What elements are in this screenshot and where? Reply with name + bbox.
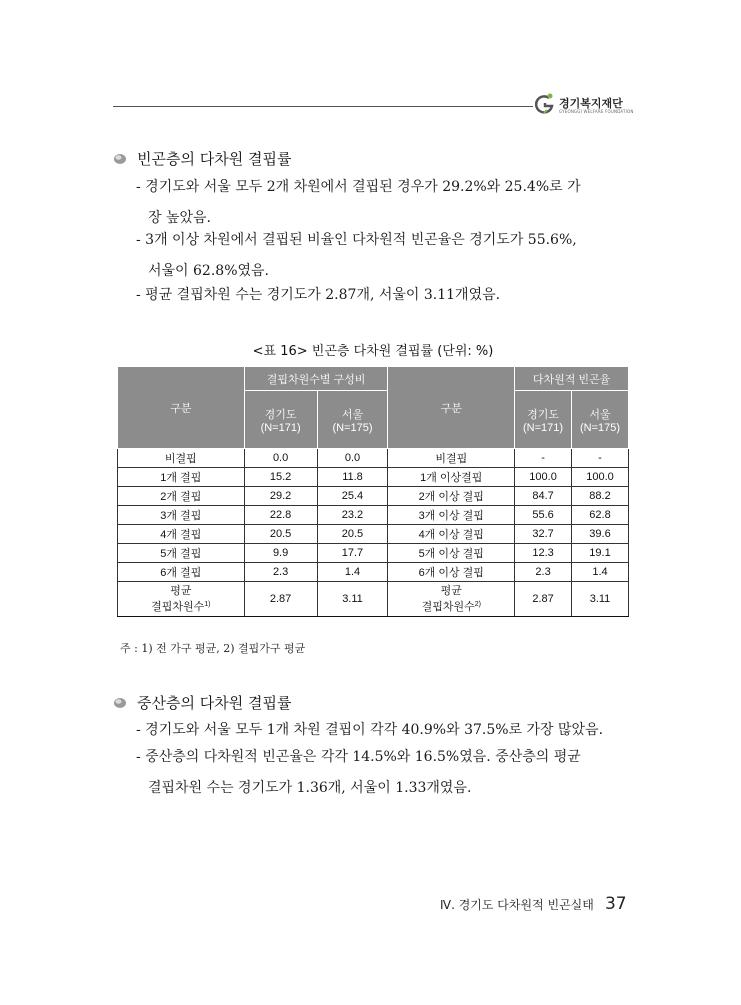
logo-subtitle: GYEONGGI WELFARE FOUNDATION [559, 109, 634, 114]
table-cell: 6개 결핍 [118, 563, 245, 582]
table-cell: 2.87 [515, 582, 572, 617]
table-cell: 2.3 [244, 563, 317, 582]
table-cell: 1개 이상결핍 [388, 468, 515, 487]
bullet-icon [113, 695, 127, 709]
header-rule [113, 106, 533, 107]
table-cell: 32.7 [515, 525, 572, 544]
group-header-poverty-rate: 다차원적 빈곤율 [515, 367, 629, 391]
chapter-title: Ⅳ. 경기도 다차원적 빈곤실태 [440, 898, 594, 912]
table-row [118, 544, 629, 563]
col-header-gg-2: 경기도 (N=171) [515, 391, 572, 449]
table-cell: 3.11 [317, 582, 388, 617]
table-cell: 29.2 [244, 487, 317, 506]
bullet-text: - 평균 결핍차원 수는 경기도가 2.87개, 서울이 3.11개였음. [136, 287, 501, 303]
table-cell: - [515, 449, 572, 468]
bullet-text-cont: 결핍차원 수는 경기도가 1.36개, 서울이 1.33개였음. [148, 780, 472, 796]
section1-heading [113, 148, 291, 169]
logo-name: 경기복지재단 [559, 97, 623, 110]
table-cell: 평균 결핍차원수$^{1)}$ [118, 582, 245, 617]
table-cell: 17.7 [317, 544, 388, 563]
section2-bullet-2 [136, 742, 632, 804]
table-cell: 2개 결핍 [118, 487, 245, 506]
table-cell: 2개 이상 결핍 [388, 487, 515, 506]
table-cell: 2.3 [515, 563, 572, 582]
table-cell: 23.2 [317, 506, 388, 525]
table-cell: 20.5 [317, 525, 388, 544]
col-header-seoul-1: 서울 (N=175) [317, 391, 388, 449]
table-row [118, 563, 629, 582]
table-cell: 12.3 [515, 544, 572, 563]
bullet-text: - 경기도와 서울 모두 1개 차원 결핍이 각각 40.9%와 37.5%로 가장 많았음. [136, 722, 604, 738]
table-row [118, 525, 629, 544]
table-row [118, 506, 629, 525]
table-cell: 39.6 [572, 525, 629, 544]
table-cell: 20.5 [244, 525, 317, 544]
table-cell: 15.2 [244, 468, 317, 487]
bullet-text-cont: 장 높았음. [148, 210, 211, 226]
table-cell: 88.2 [572, 487, 629, 506]
table-cell: 3개 결핍 [118, 506, 245, 525]
page-footer [440, 894, 627, 914]
table-note: 주 : 1) 전 가구 평균, 2) 결핍가구 평균 [120, 642, 306, 655]
logo-mark-icon [535, 93, 555, 115]
table-cell: 0.0 [244, 449, 317, 468]
table-cell: 5개 결핍 [118, 544, 245, 563]
table-cell: 1.4 [317, 563, 388, 582]
table-row-average [118, 582, 629, 617]
table-cell: 84.7 [515, 487, 572, 506]
table-cell: 5개 이상 결핍 [388, 544, 515, 563]
col-header-label-2: 구분 [388, 367, 515, 449]
section2-title: 중산층의 다차원 결핍률 [137, 694, 292, 712]
table-caption: <표 16> 빈곤층 다차원 결핍률 (단위: %) [252, 344, 494, 359]
table-cell: 0.0 [317, 449, 388, 468]
page-number: 37 [604, 894, 627, 914]
bullet-text: - 경기도와 서울 모두 2개 차원에서 결핍된 경우가 29.2%와 25.4%로 가 [136, 179, 581, 195]
table-cell: 2.87 [244, 582, 317, 617]
col-header-gg-1: 경기도 (N=171) [244, 391, 317, 449]
table-cell: 22.8 [244, 506, 317, 525]
col-header-label-1: 구분 [118, 367, 245, 449]
section1-title: 빈곤층의 다차원 결핍률 [137, 150, 292, 168]
table-cell: 62.8 [572, 506, 629, 525]
table-cell: 3.11 [572, 582, 629, 617]
table-cell: 19.1 [572, 544, 629, 563]
table-cell: 9.9 [244, 544, 317, 563]
table-cell: 1.4 [572, 563, 629, 582]
table-row [118, 487, 629, 506]
table-cell: 3개 이상 결핍 [388, 506, 515, 525]
table-cell: 비결핍 [118, 449, 245, 468]
bullet-text-cont: 서울이 62.8%였음. [148, 263, 269, 279]
table-cell: 4개 결핍 [118, 525, 245, 544]
bullet-text: - 3개 이상 차원에서 결핍된 비율인 다차원적 빈곤율은 경기도가 55.6%, [136, 232, 577, 248]
section2-heading [113, 692, 291, 713]
table-row [118, 449, 629, 468]
bullet-text: - 중산층의 다차원적 빈곤율은 각각 14.5%와 16.5%였음. 중산층의 평균 [136, 749, 581, 765]
table-cell: 비결핍 [388, 449, 515, 468]
table-cell: 평균 결핍차원수$^{2)}$ [388, 582, 515, 617]
table-cell: 11.8 [317, 468, 388, 487]
table-cell: - [572, 449, 629, 468]
table-cell: 55.6 [515, 506, 572, 525]
table-cell: 6개 이상 결핍 [388, 563, 515, 582]
group-header-composition: 결핍차원수별 구성비 [244, 367, 388, 391]
table-cell: 1개 결핍 [118, 468, 245, 487]
deprivation-table [117, 366, 629, 617]
table-cell: 100.0 [515, 468, 572, 487]
foundation-logo [533, 93, 633, 121]
bullet-icon [113, 151, 127, 165]
table-row [118, 468, 629, 487]
table-cell: 4개 이상 결핍 [388, 525, 515, 544]
table-cell: 25.4 [317, 487, 388, 506]
section1-bullet-3 [136, 280, 632, 311]
table-cell: 100.0 [572, 468, 629, 487]
col-header-seoul-2: 서울 (N=175) [572, 391, 629, 449]
section1-bullet-2 [136, 225, 632, 287]
